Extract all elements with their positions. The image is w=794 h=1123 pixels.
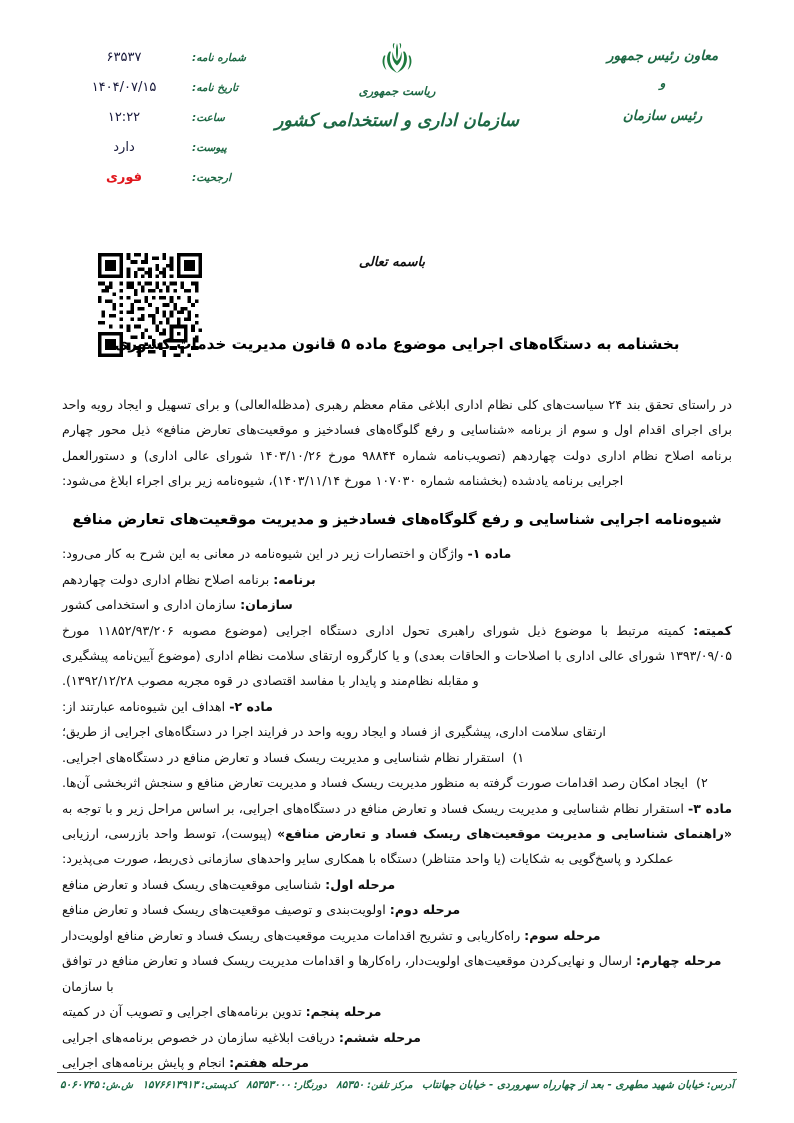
definition-komite — [62, 618, 732, 694]
article-2-item-1-number: ۱) — [512, 749, 525, 765]
footer-item-postal-code — [142, 1079, 236, 1091]
definition-barnameh-term: برنامه: — [273, 571, 316, 587]
footer-item-registration-number — [60, 1079, 133, 1091]
footer-label-registration-number: ش.ش: — [102, 1080, 134, 1091]
meta-row-letter-number — [72, 50, 262, 80]
iran-emblem-icon — [374, 36, 420, 82]
stage-2 — [62, 897, 732, 922]
article-2-text: اهداف این شیوه‌نامه عبارتند از: — [62, 698, 230, 714]
signer-title-line-2: رئیس سازمان — [622, 108, 703, 125]
intro-paragraph: در راستای تحقق بند ۲۴ سیاست‌های کلی نظام اداری ابلاغی مقام معظم رهبری (مدظله‌العالی) و برای تسهیل و ایجاد رویه واحد برای اجرای اقدام اول و سوم از برنامه «شناسایی و رفع گلوگاه‌های فسادخیز و موقعیت‌های تعارض منافع» ذیل محور چهارم برنامه اصلاح نظام اداری دولت چهاردهم (تصویب‌نامه شماره ۹۸۸۴۴ مورخ ۱۴۰۳/۱۰/۲۶ شورای عالی اداری) و دستورالعمل اجرایی برنامه یادشده (بخشنامه شماره ۱۰۷۰۳۰ مورخ ۱۴۰۳/۱۱/۱۴)، شیوه‌نامه زیر برای اجراء ابلاغ می‌شود: — [62, 397, 732, 489]
meta-row-attachment — [72, 140, 262, 170]
meta-label-time: ساعت: — [192, 112, 225, 124]
presidency-label: ریاست جمهوری — [358, 84, 436, 98]
stage-3 — [62, 923, 732, 948]
article-1-text: واژگان و اختصارات زیر در این شیوه‌نامه در معانی به این شرح به کار می‌رود: — [62, 546, 468, 562]
stage-2-label: مرحله دوم: — [389, 902, 461, 918]
organization-identity — [247, 36, 547, 131]
article-3-guide-title: «راهنمای شناسایی و مدیریت موقعیت‌های ریسک فساد و تعارض منافع» — [276, 826, 732, 842]
footer-item-fax — [246, 1079, 327, 1091]
meta-row-time — [72, 110, 262, 140]
article-2-label: ماده ۲- — [229, 698, 273, 714]
meta-label-letter-number: شماره نامه: — [192, 52, 246, 64]
article-2-item-2-text: ایجاد امکان رصد اقدامات صورت گرفته به منظور مدیریت ریسک فساد و مدیریت تعارض منافع و سنجش اثربخشی آن‌ها. — [62, 775, 688, 791]
definition-komite-term: کمیته: — [693, 622, 732, 638]
article-2-item-2 — [62, 770, 732, 795]
stage-3-text: راه‌کاریابی و تشریح اقدامات مدیریت موقعیت‌های ریسک فساد و تعارض منافع اولویت‌دار — [62, 927, 525, 943]
article-1-label: ماده ۱- — [467, 546, 512, 562]
stage-1 — [62, 872, 732, 897]
stage-4-text: ارسال و نهایی‌کردن موقعیت‌های اولویت‌دار، راه‌کارها و اقدامات مدیریت ریسک فساد و تعارض منافع در توافق با سازمان — [62, 953, 636, 994]
stage-6-text: دریافت ابلاغیه سازمان در خصوص برنامه‌های اجرایی — [62, 1029, 339, 1045]
stage-3-label: مرحله سوم: — [524, 927, 601, 943]
stage-5-text: تدوین برنامه‌های اجرایی و تصویب آن در کمیته — [62, 1004, 306, 1020]
footer-divider — [57, 1072, 737, 1073]
meta-value-letter-date: ۱۴۰۴/۰۷/۱۵ — [91, 80, 157, 95]
signer-title-conjunction: و — [659, 75, 666, 90]
stage-4 — [62, 948, 732, 999]
scheme-title: شیوه‌نامه اجرایی شناسایی و رفع گلوگاه‌های فسادخیز و مدیریت موقعیت‌های تعارض منافع — [72, 510, 722, 528]
bismillah-invocation: باسمه تعالی — [358, 255, 426, 270]
stage-7-label: مرحله هفتم: — [229, 1054, 309, 1070]
definition-sazman — [62, 592, 732, 617]
stage-7-text: انجام و پایش برنامه‌های اجرایی — [62, 1054, 230, 1070]
stage-1-label: مرحله اول: — [325, 876, 396, 892]
stage-1-text: شناسایی موقعیت‌های ریسک فساد و تعارض منافع — [62, 876, 326, 892]
letterhead — [0, 0, 794, 235]
footer-label-address: آدرس: — [706, 1080, 734, 1091]
document-body — [62, 392, 732, 1075]
footer-value-fax: ۸۵۳۵۳۰۰۰ — [246, 1079, 291, 1091]
stage-2-text: اولویت‌بندی و توصیف موقعیت‌های ریسک فساد و تعارض منافع — [62, 902, 390, 918]
footer-value-postal-code: ۱۵۷۶۶۱۳۹۱۳ — [142, 1079, 199, 1091]
meta-value-attachment: دارد — [113, 140, 135, 155]
article-3-heading — [62, 796, 732, 872]
footer — [60, 1079, 734, 1091]
article-3-text-after: (پیوست)، توسط واحد بازرسی، ارزیابی عملکرد و پاسخ‌گویی به شکایات (یا واحد متناظر) دستگاه با همکاری سایر واحدهای سازمانی ذی‌ربط، صورت می‌پذیرد: — [62, 826, 674, 867]
stage-6-label: مرحله ششم: — [338, 1029, 421, 1045]
footer-label-phone: مرکز تلفن: — [367, 1080, 413, 1091]
footer-label-postal-code: کدپستی: — [201, 1080, 237, 1091]
meta-value-priority: فوری — [105, 170, 143, 185]
meta-label-letter-date: تاریخ نامه: — [192, 82, 239, 94]
meta-value-time: ۱۲:۲۲ — [107, 110, 141, 125]
definition-barnameh — [62, 567, 732, 592]
definition-komite-text: کمیته مرتبط با موضوع ذیل شورای راهبری تحول اداری دستگاه اجرایی (موضوع مصوبه ۱۱۸۵۲/۹۳/۲۰۶ مورخ ۱۳۹۳/۰۹/۰۵ شورای عالی اداری با اصلاحات و الحاقات بعدی) و یا کارگروه ارتقای سلامت نظام اداری (موضوع آیین‌نامه پیشگیری و مقابله نظام‌مند و پایدار با مفاسد اقتصادی در قوه مجریه مصوب ۱۳۹۲/۱۲/۲۸). — [62, 622, 732, 689]
stage-6 — [62, 1025, 732, 1050]
meta-row-letter-date — [72, 80, 262, 110]
meta-label-attachment: پیوست: — [192, 142, 227, 154]
meta-value-letter-number: ۶۳۵۳۷ — [106, 50, 142, 65]
footer-label-fax: دورنگار: — [293, 1080, 327, 1091]
letter-metadata — [72, 50, 262, 200]
article-2-item-1 — [62, 745, 732, 770]
stage-4-label: مرحله چهارم: — [635, 953, 722, 969]
footer-value-phone: ۸۵۳۵۰ — [336, 1079, 365, 1091]
footer-item-phone — [336, 1079, 412, 1091]
page-title: بخشنامه به دستگاه‌های اجرایی موضوع ماده ۵ قانون مدیریت خدمات کشوری — [114, 335, 680, 353]
article-2-item-2-number: ۲) — [696, 775, 708, 791]
article-3-label: ماده ۳- — [688, 800, 732, 816]
signer-title-line-1: معاون رئیس جمهور — [606, 48, 719, 64]
article-1-heading — [62, 541, 732, 566]
stage-5 — [62, 999, 732, 1024]
article-2-lead: ارتقای سلامت اداری، پیشگیری از فساد و ایجاد رویه واحد در فرایند اجرا در دستگاه‌های اجرایی از طریق؛ — [62, 724, 606, 740]
definition-sazman-term: سازمان: — [240, 597, 293, 613]
organization-name: سازمان اداری و استخدامی کشور — [274, 111, 520, 131]
definition-sazman-text: سازمان اداری و استخدامی کشور — [62, 597, 241, 613]
article-2-heading — [62, 694, 732, 719]
article-2-item-1-text: استقرار نظام شناسایی و مدیریت ریسک فساد و تعارض منافع در دستگاه‌های اجرایی. — [62, 749, 505, 765]
footer-value-address: خیابان شهید مطهری - بعد از چهارراه سهروردی - خیابان جهانتاب — [422, 1079, 704, 1091]
stage-5-label: مرحله پنجم: — [305, 1004, 382, 1020]
meta-label-priority: ارجحیت: — [192, 172, 231, 184]
article-3-text-before: استقرار نظام شناسایی و مدیریت ریسک فساد و تعارض منافع در دستگاه‌های اجرایی، بر اساس مراحل زیر و با توجه به — [62, 800, 689, 816]
meta-row-priority — [72, 170, 262, 200]
signer-titles — [565, 44, 760, 130]
footer-value-registration-number: ۵۰۶۰۷۴۵ — [60, 1079, 100, 1091]
footer-item-address — [422, 1079, 734, 1091]
definition-barnameh-text: برنامه اصلاح نظام اداری دولت چهاردهم — [62, 571, 274, 587]
